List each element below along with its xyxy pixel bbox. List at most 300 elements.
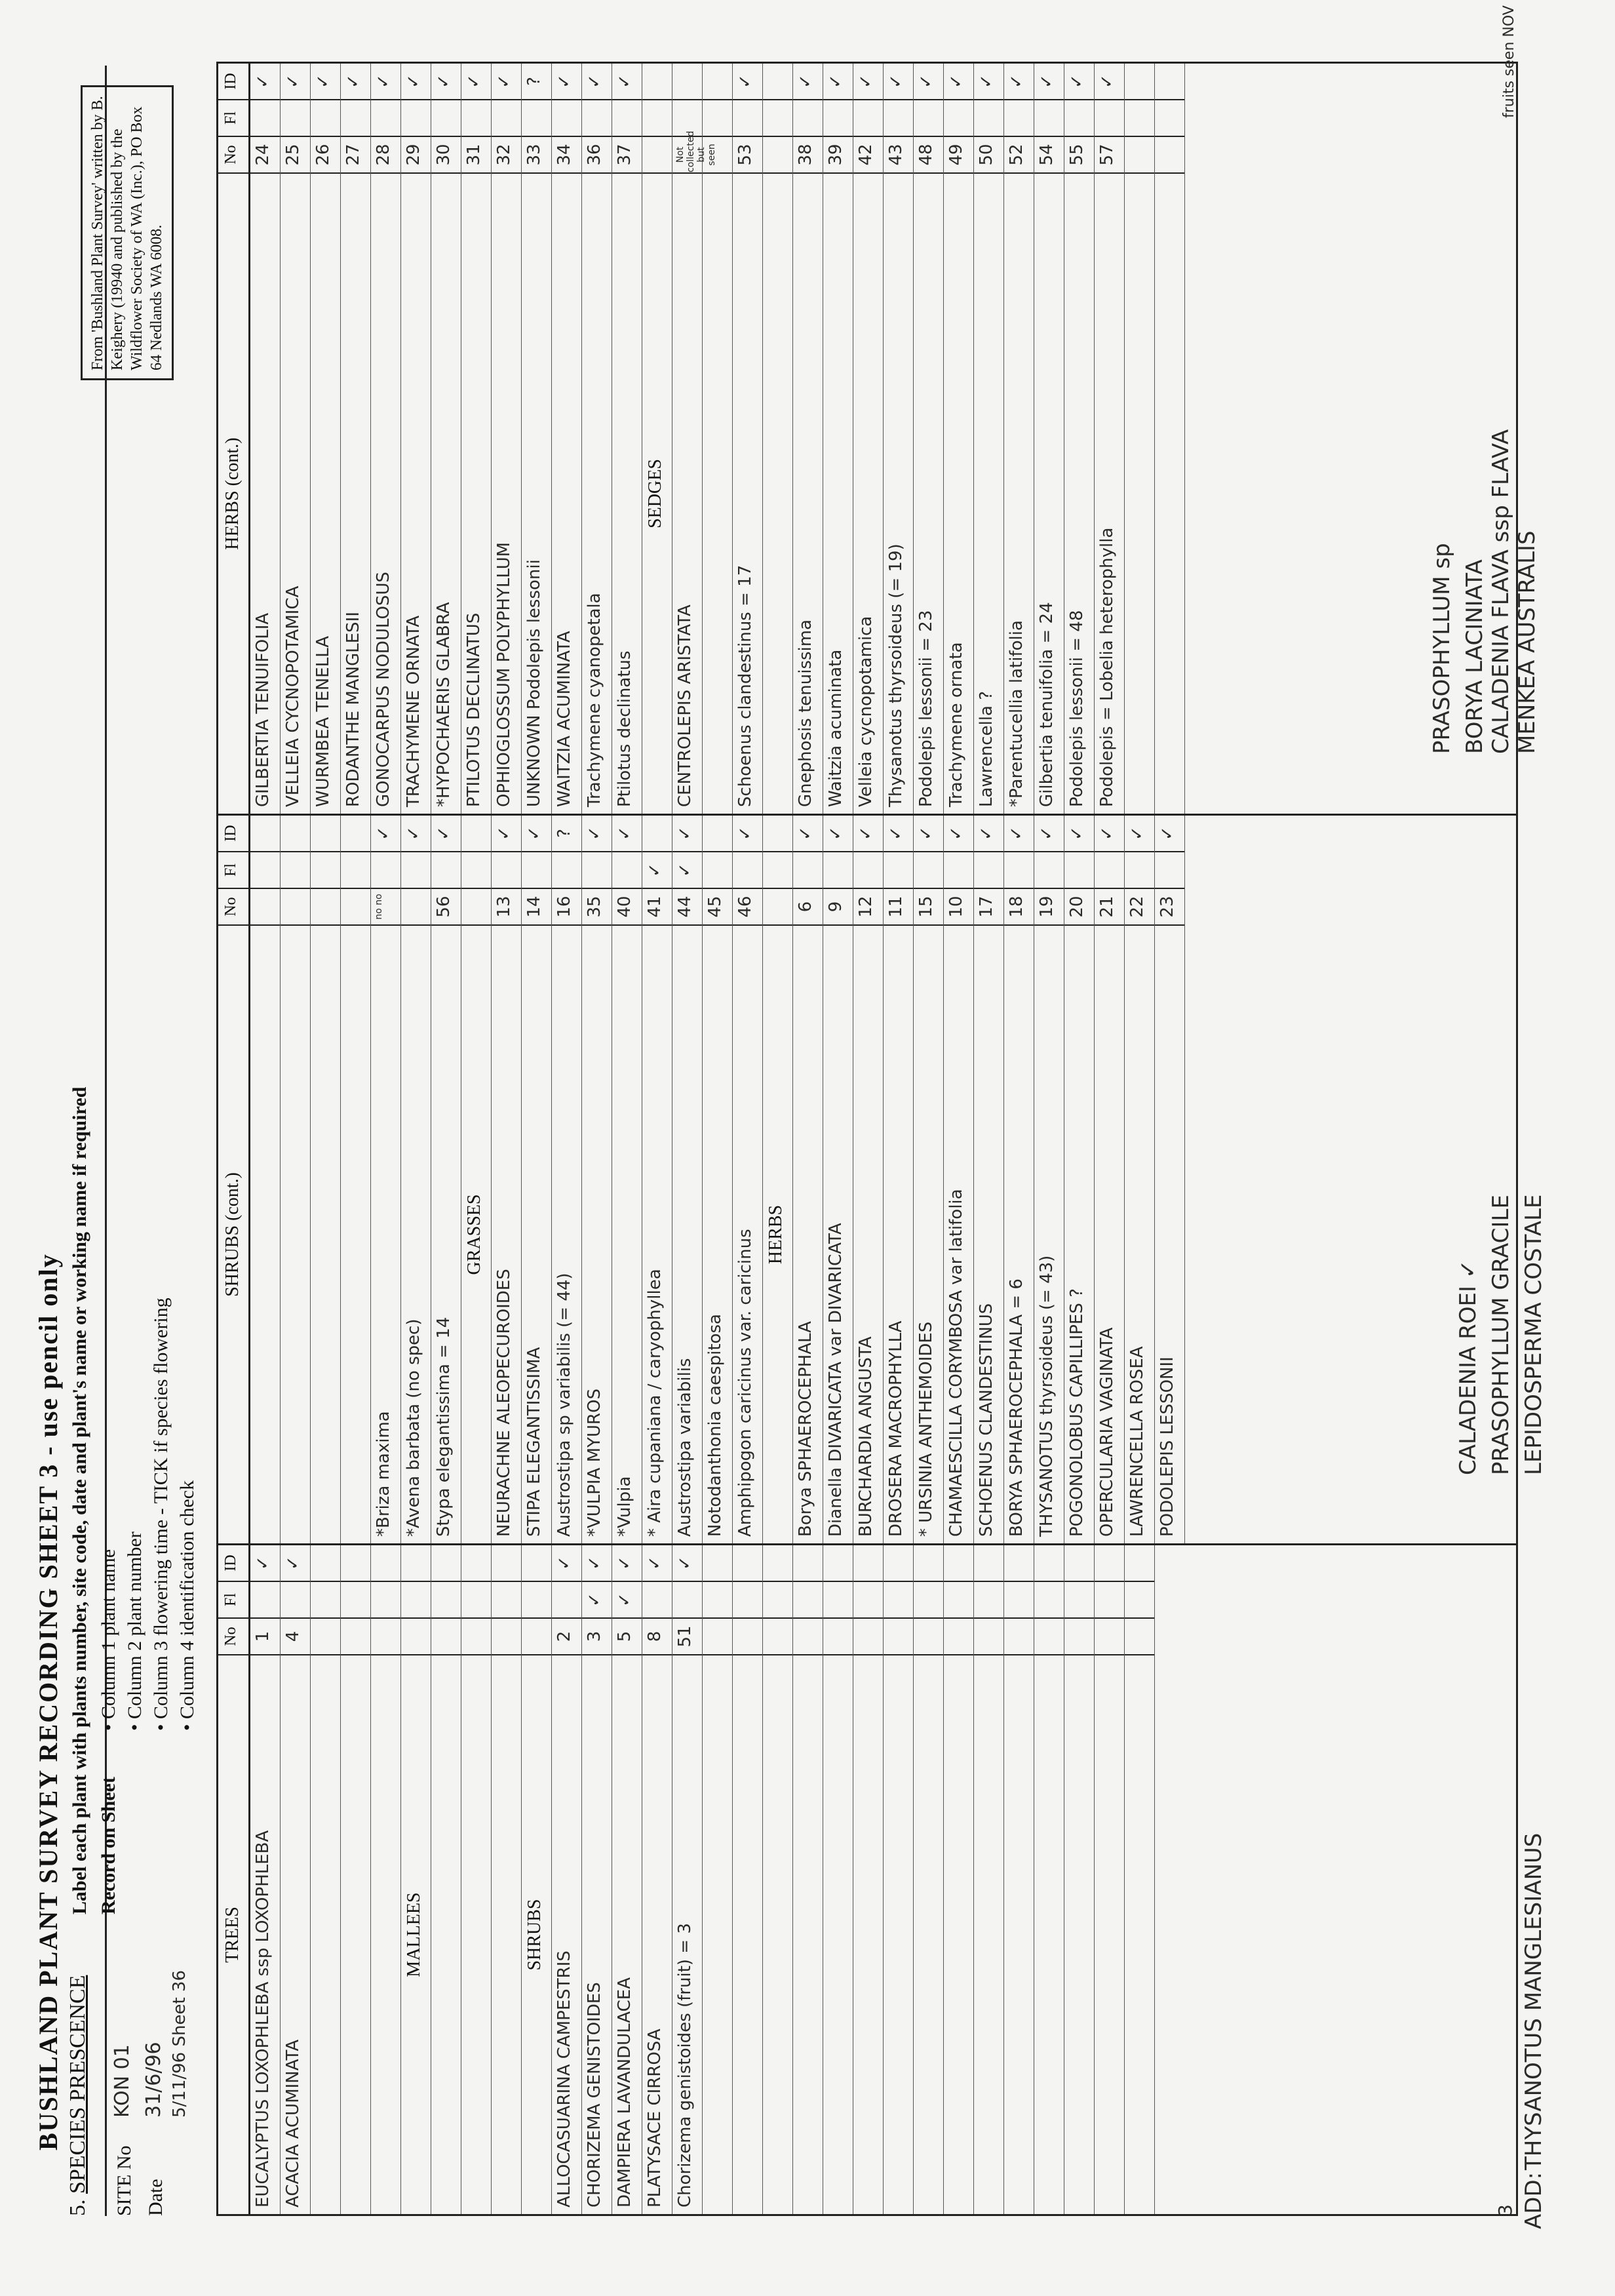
species-fl-cell[interactable] [341, 1581, 370, 1617]
species-id-cell[interactable]: ✓ [524, 826, 544, 841]
species-no-cell[interactable]: 23 [1155, 888, 1184, 924]
species-no-cell[interactable]: 57 [1095, 136, 1124, 172]
species-id-cell[interactable]: ✓ [615, 1556, 634, 1570]
species-name[interactable]: *Parentucellia latifolia [1004, 172, 1034, 814]
species-fl-cell[interactable] [250, 851, 280, 888]
species-id-cell[interactable]: ✓ [1067, 74, 1087, 89]
species-id-cell[interactable]: ✓ [1097, 74, 1117, 89]
species-id-cell[interactable] [853, 1545, 883, 1581]
species-no-cell[interactable]: 6 [793, 888, 823, 924]
species-fl-cell[interactable] [371, 851, 400, 888]
species-id-cell[interactable]: ✓ [1007, 74, 1026, 89]
species-name[interactable]: POGONOLOBUS CAPILLIPES ? [1064, 924, 1094, 1543]
species-no-cell[interactable] [401, 888, 431, 924]
species-name[interactable]: PLATYSACE CIRROSA [642, 1654, 672, 2214]
species-id-cell[interactable]: ✓ [615, 74, 634, 89]
species-id-cell[interactable]: ✓ [494, 826, 514, 841]
species-fl-cell[interactable] [492, 851, 521, 888]
species-id-cell[interactable]: ✓ [796, 826, 815, 841]
species-no-cell[interactable]: 45 [703, 888, 732, 924]
species-fl-cell[interactable] [793, 851, 823, 888]
species-fl-cell[interactable] [431, 99, 461, 136]
species-id-cell[interactable] [341, 1545, 370, 1581]
species-no-cell[interactable]: 53 [733, 136, 762, 172]
species-fl-cell[interactable] [823, 851, 853, 888]
species-id-cell[interactable]: ✓ [826, 74, 846, 89]
species-id-cell[interactable] [461, 1545, 491, 1581]
species-no-cell[interactable]: 55 [1064, 136, 1094, 172]
species-name[interactable]: Gnephosis tenuissima [793, 172, 823, 814]
species-name[interactable] [281, 924, 310, 1543]
species-fl-cell[interactable] [582, 851, 612, 888]
species-no-cell[interactable] [853, 1617, 883, 1654]
species-no-cell[interactable] [1095, 1617, 1124, 1654]
species-name[interactable] [944, 1654, 973, 2214]
species-no-cell[interactable]: 20 [1064, 888, 1094, 924]
species-fl-cell[interactable] [823, 99, 853, 136]
species-id-cell[interactable]: ✓ [886, 74, 906, 89]
species-name[interactable]: Borya SPHAEROCEPHALA [793, 924, 823, 1543]
species-id-cell[interactable] [461, 816, 491, 851]
species-id-cell[interactable] [763, 64, 792, 99]
species-fl-cell[interactable] [1034, 99, 1064, 136]
species-fl-cell[interactable] [492, 1581, 521, 1617]
species-no-cell[interactable] [522, 1617, 551, 1654]
species-fl-cell[interactable] [371, 99, 400, 136]
species-fl-cell[interactable] [974, 851, 1003, 888]
species-name[interactable]: RODANTHE MANGLESII [341, 172, 370, 814]
species-fl-cell[interactable] [1064, 851, 1094, 888]
species-no-cell[interactable]: 32 [492, 136, 521, 172]
species-no-cell[interactable] [763, 136, 792, 172]
species-id-cell[interactable]: ✓ [735, 826, 755, 841]
species-no-cell[interactable] [311, 888, 340, 924]
species-id-cell[interactable] [1095, 1545, 1124, 1581]
species-id-cell[interactable]: ✓ [675, 1556, 695, 1570]
species-fl-cell[interactable] [492, 99, 521, 136]
species-fl-cell[interactable] [853, 99, 883, 136]
species-name[interactable]: PODOLEPIS LESSONII [1155, 924, 1184, 1543]
species-fl-cell[interactable] [552, 1581, 581, 1617]
species-fl-cell[interactable] [642, 1581, 672, 1617]
date-value-2[interactable]: 5/11/96 Sheet 36 [170, 1969, 189, 2118]
species-no-cell[interactable]: 4 [281, 1617, 310, 1654]
species-name[interactable] [1125, 1654, 1154, 2214]
species-id-cell[interactable] [703, 816, 732, 851]
species-id-cell[interactable] [341, 816, 370, 851]
species-no-cell[interactable]: 29 [401, 136, 431, 172]
species-no-cell[interactable] [914, 1617, 943, 1654]
species-name[interactable] [1155, 172, 1184, 814]
species-fl-cell[interactable] [401, 99, 431, 136]
species-fl-cell[interactable] [1155, 99, 1184, 136]
species-name[interactable]: * URSINIA ANTHEMOIDES [914, 924, 943, 1543]
species-no-cell[interactable]: 28 [371, 136, 400, 172]
species-no-cell[interactable]: no no [371, 888, 400, 924]
species-name[interactable]: DAMPIERA LAVANDULACEA [612, 1654, 642, 2214]
species-fl-cell[interactable] [733, 1581, 762, 1617]
species-name[interactable] [1034, 1654, 1064, 2214]
species-name[interactable]: LAWRENCELLA ROSEA [1125, 924, 1154, 1543]
species-id-cell[interactable]: ✓ [464, 74, 484, 89]
species-fl-cell[interactable]: ✓ [612, 1581, 642, 1617]
species-id-cell[interactable]: ✓ [1037, 74, 1057, 89]
species-id-cell[interactable]: ✓ [886, 826, 906, 841]
species-id-cell[interactable]: ✓ [856, 826, 876, 841]
species-no-cell[interactable]: 37 [612, 136, 642, 172]
species-no-cell[interactable]: 38 [793, 136, 823, 172]
species-name[interactable]: TRACHYMENE ORNATA [401, 172, 431, 814]
species-no-cell[interactable] [461, 888, 491, 924]
species-fl-cell[interactable]: ✓ [672, 851, 702, 888]
species-name[interactable]: OPHIOGLOSSUM POLYPHYLLUM [492, 172, 521, 814]
species-name[interactable]: Waitzia acuminata [823, 172, 853, 814]
species-no-cell[interactable]: 11 [884, 888, 913, 924]
species-fl-cell[interactable] [672, 99, 702, 136]
species-id-cell[interactable]: ✓ [1067, 826, 1087, 841]
species-no-cell[interactable]: 8 [642, 1617, 672, 1654]
species-fl-cell[interactable] [281, 1581, 310, 1617]
species-id-cell[interactable]: ✓ [434, 826, 454, 841]
species-id-cell[interactable]: ✓ [374, 74, 393, 89]
species-name[interactable]: Podolepis lessonii = 23 [914, 172, 943, 814]
species-id-cell[interactable] [492, 1545, 521, 1581]
species-no-cell[interactable] [703, 1617, 732, 1654]
species-fl-cell[interactable] [371, 1581, 400, 1617]
species-name[interactable]: Austrostipa variabilis [672, 924, 702, 1543]
species-fl-cell[interactable] [642, 99, 672, 136]
species-no-cell[interactable]: 14 [522, 888, 551, 924]
species-no-cell[interactable] [823, 1617, 853, 1654]
species-fl-cell[interactable] [1125, 99, 1154, 136]
species-fl-cell[interactable] [733, 99, 762, 136]
species-name[interactable]: *VULPIA MYUROS [582, 924, 612, 1543]
species-no-cell[interactable] [642, 136, 672, 172]
species-no-cell[interactable] [763, 888, 792, 924]
species-no-cell[interactable]: 3 [582, 1617, 612, 1654]
species-no-cell[interactable]: 40 [612, 888, 642, 924]
species-name[interactable]: WAITZIA ACUMINATA [552, 172, 581, 814]
species-id-cell[interactable]: ✓ [253, 74, 273, 89]
species-no-cell[interactable]: 17 [974, 888, 1003, 924]
species-fl-cell[interactable] [974, 99, 1003, 136]
species-no-cell[interactable]: 27 [341, 136, 370, 172]
species-fl-cell[interactable] [311, 1581, 340, 1617]
species-no-cell[interactable]: 56 [431, 888, 461, 924]
species-fl-cell[interactable] [461, 1581, 491, 1617]
species-no-cell[interactable]: 31 [461, 136, 491, 172]
species-no-cell[interactable] [733, 1617, 762, 1654]
species-name[interactable]: *Avena barbata (no spec) [401, 924, 431, 1543]
species-fl-cell[interactable] [401, 1581, 431, 1617]
species-id-cell[interactable] [1125, 64, 1154, 99]
species-id-cell[interactable] [733, 1545, 762, 1581]
species-id-cell[interactable]: ✓ [1127, 826, 1147, 841]
species-no-cell[interactable]: 34 [552, 136, 581, 172]
species-name[interactable]: * Aira cupaniana / caryophyllea [642, 924, 672, 1543]
species-id-cell[interactable]: ✓ [313, 74, 333, 89]
species-fl-cell[interactable] [703, 851, 732, 888]
species-fl-cell[interactable] [914, 99, 943, 136]
species-fl-cell[interactable] [884, 99, 913, 136]
species-no-cell[interactable]: 5 [612, 1617, 642, 1654]
species-no-cell[interactable] [401, 1617, 431, 1654]
species-name[interactable]: Podolepis = Lobelia heterophylla [1095, 172, 1124, 814]
species-no-cell[interactable]: 26 [311, 136, 340, 172]
species-no-cell[interactable] [763, 1617, 792, 1654]
species-name[interactable]: *Briza maxima [371, 924, 400, 1543]
species-fl-cell[interactable] [612, 851, 642, 888]
species-no-cell[interactable] [1125, 1617, 1154, 1654]
species-id-cell[interactable] [642, 64, 672, 99]
species-fl-cell[interactable] [763, 1581, 792, 1617]
species-fl-cell[interactable] [250, 99, 280, 136]
species-name[interactable]: Notodanthonia caespitosa [703, 924, 732, 1543]
species-name[interactable]: UNKNOWN Podolepis lessonii [522, 172, 551, 814]
species-fl-cell[interactable] [431, 851, 461, 888]
species-id-cell[interactable] [431, 1545, 461, 1581]
species-id-cell[interactable]: ✓ [585, 74, 604, 89]
species-name[interactable]: ACACIA ACUMINATA [281, 1654, 310, 2214]
species-name[interactable]: SCHOENUS CLANDESTINUS [974, 924, 1003, 1543]
species-id-cell[interactable]: ✓ [977, 74, 996, 89]
species-name[interactable] [1004, 1654, 1034, 2214]
species-name[interactable]: *HYPOCHAERIS GLABRA [431, 172, 461, 814]
species-fl-cell[interactable]: ✓ [582, 1581, 612, 1617]
species-id-cell[interactable] [522, 1545, 551, 1581]
species-fl-cell[interactable] [311, 99, 340, 136]
species-no-cell[interactable]: 44 [672, 888, 702, 924]
species-fl-cell[interactable] [341, 99, 370, 136]
species-fl-cell[interactable] [1125, 851, 1154, 888]
species-fl-cell[interactable] [522, 99, 551, 136]
species-id-cell[interactable]: ✓ [585, 1556, 604, 1570]
species-no-cell[interactable] [250, 888, 280, 924]
species-name[interactable]: Trachymene cyanopetala [582, 172, 612, 814]
species-fl-cell[interactable] [1034, 851, 1064, 888]
species-name[interactable]: EUCALYPTUS LOXOPHLEBA ssp LOXOPHLEBA [250, 1654, 280, 2214]
species-no-cell[interactable]: 43 [884, 136, 913, 172]
species-fl-cell[interactable] [341, 851, 370, 888]
species-id-cell[interactable]: ✓ [796, 74, 815, 89]
species-no-cell[interactable]: 36 [582, 136, 612, 172]
species-fl-cell[interactable] [1125, 1581, 1154, 1617]
species-name[interactable]: *Vulpia [612, 924, 642, 1543]
species-id-cell[interactable] [311, 816, 340, 851]
species-no-cell[interactable] [974, 1617, 1003, 1654]
species-no-cell[interactable]: 15 [914, 888, 943, 924]
species-fl-cell[interactable] [461, 99, 491, 136]
species-fl-cell[interactable] [1095, 1581, 1124, 1617]
species-fl-cell[interactable] [884, 851, 913, 888]
species-fl-cell[interactable] [401, 851, 431, 888]
species-no-cell[interactable]: 50 [974, 136, 1003, 172]
species-id-cell[interactable]: ✓ [916, 826, 936, 841]
species-fl-cell[interactable] [763, 851, 792, 888]
species-no-cell[interactable] [1034, 1617, 1064, 1654]
species-name[interactable]: STIPA ELEGANTISSIMA [522, 924, 551, 1543]
species-name[interactable] [1064, 1654, 1094, 2214]
species-fl-cell[interactable] [552, 99, 581, 136]
species-name[interactable]: BORYA SPHAEROCEPHALA = 6 [1004, 924, 1034, 1543]
species-id-cell[interactable]: ✓ [283, 1556, 303, 1570]
species-no-cell[interactable] [281, 888, 310, 924]
species-id-cell[interactable]: ✓ [253, 1556, 273, 1570]
species-name[interactable]: Schoenus clandestinus = 17 [733, 172, 762, 814]
species-id-cell[interactable]: ✓ [494, 74, 514, 89]
species-id-cell[interactable] [884, 1545, 913, 1581]
species-id-cell[interactable]: ✓ [434, 74, 454, 89]
species-name[interactable] [371, 1654, 400, 2214]
species-name[interactable] [974, 1654, 1003, 2214]
species-fl-cell[interactable] [944, 1581, 973, 1617]
species-id-cell[interactable]: ✓ [977, 826, 996, 841]
species-id-cell[interactable]: ✓ [856, 74, 876, 89]
species-id-cell[interactable] [672, 64, 702, 99]
species-fl-cell[interactable] [461, 851, 491, 888]
species-no-cell[interactable]: 9 [823, 888, 853, 924]
species-no-cell[interactable]: 19 [1034, 888, 1064, 924]
species-no-cell[interactable]: 39 [823, 136, 853, 172]
species-no-cell[interactable] [492, 1617, 521, 1654]
species-id-cell[interactable]: ✓ [645, 1556, 665, 1570]
species-id-cell[interactable]: ✓ [555, 1556, 574, 1570]
species-id-cell[interactable] [311, 1545, 340, 1581]
species-fl-cell[interactable] [914, 851, 943, 888]
species-fl-cell[interactable] [1004, 851, 1034, 888]
species-no-cell[interactable] [341, 888, 370, 924]
species-fl-cell[interactable] [793, 1581, 823, 1617]
species-no-cell[interactable] [431, 1617, 461, 1654]
species-no-cell[interactable] [341, 1617, 370, 1654]
species-fl-cell[interactable] [853, 1581, 883, 1617]
species-fl-cell[interactable]: ✓ [642, 851, 672, 888]
species-name[interactable]: Dianella DIVARICATA var DIVARICATA [823, 924, 853, 1543]
species-name[interactable]: BURCHARDIA ANGUSTA [853, 924, 883, 1543]
species-name[interactable] [884, 1654, 913, 2214]
species-no-cell[interactable] [461, 1617, 491, 1654]
species-name[interactable] [341, 924, 370, 1543]
species-name[interactable]: Lawrencella ? [974, 172, 1003, 814]
species-no-cell[interactable] [311, 1617, 340, 1654]
species-no-cell[interactable]: 1 [250, 1617, 280, 1654]
species-id-cell[interactable] [1034, 1545, 1064, 1581]
species-no-cell[interactable]: 16 [552, 888, 581, 924]
species-name[interactable]: GONOCARPUS NODULOSUS [371, 172, 400, 814]
species-id-cell[interactable] [974, 1545, 1003, 1581]
species-no-cell[interactable] [1155, 136, 1184, 172]
species-name[interactable]: CHORIZEMA GENISTOIDES [582, 1654, 612, 2214]
species-id-cell[interactable]: ✓ [404, 74, 423, 89]
species-no-cell[interactable]: 42 [853, 136, 883, 172]
species-fl-cell[interactable] [884, 1581, 913, 1617]
species-no-cell[interactable] [703, 136, 732, 172]
species-fl-cell[interactable] [974, 1581, 1003, 1617]
species-no-cell[interactable]: Not collected but seen [672, 136, 702, 172]
species-no-cell[interactable] [944, 1617, 973, 1654]
species-id-cell[interactable] [1125, 1545, 1154, 1581]
species-no-cell[interactable]: 33 [522, 136, 551, 172]
species-id-cell[interactable] [371, 1545, 400, 1581]
species-id-cell[interactable] [642, 816, 672, 851]
date-value-1[interactable]: 31/6/96 [142, 2042, 165, 2118]
species-id-cell[interactable]: ✓ [916, 74, 936, 89]
species-id-cell[interactable] [1004, 1545, 1034, 1581]
species-id-cell[interactable] [763, 816, 792, 851]
species-name[interactable] [492, 1654, 521, 2214]
species-id-cell[interactable]: ✓ [1158, 826, 1177, 841]
species-no-cell[interactable]: 22 [1125, 888, 1154, 924]
species-id-cell[interactable]: ✓ [1097, 826, 1117, 841]
species-no-cell[interactable]: 12 [853, 888, 883, 924]
species-name[interactable] [853, 1654, 883, 2214]
species-id-cell[interactable] [703, 1545, 732, 1581]
species-name[interactable]: Amphipogon caricinus var. caricinus [733, 924, 762, 1543]
species-id-cell[interactable]: ✓ [615, 826, 634, 841]
species-fl-cell[interactable] [1155, 851, 1184, 888]
species-name[interactable]: GILBERTIA TENUIFOLIA [250, 172, 280, 814]
species-name[interactable] [431, 1654, 461, 2214]
species-fl-cell[interactable] [582, 99, 612, 136]
species-no-cell[interactable]: 49 [944, 136, 973, 172]
species-no-cell[interactable]: 2 [552, 1617, 581, 1654]
species-fl-cell[interactable] [763, 99, 792, 136]
species-name[interactable] [793, 1654, 823, 2214]
species-fl-cell[interactable] [1004, 99, 1034, 136]
species-no-cell[interactable]: 51 [672, 1617, 702, 1654]
species-name[interactable] [311, 1654, 340, 2214]
species-fl-cell[interactable] [311, 851, 340, 888]
species-fl-cell[interactable] [250, 1581, 280, 1617]
species-fl-cell[interactable] [612, 99, 642, 136]
species-id-cell[interactable]: ✓ [585, 826, 604, 841]
species-id-cell[interactable] [401, 1545, 431, 1581]
species-id-cell[interactable] [944, 1545, 973, 1581]
species-fl-cell[interactable] [853, 851, 883, 888]
species-fl-cell[interactable] [944, 851, 973, 888]
species-id-cell[interactable]: ✓ [374, 826, 393, 841]
species-id-cell[interactable] [250, 816, 280, 851]
species-name[interactable]: Gilbertia tenuifolia = 24 [1034, 172, 1064, 814]
species-name[interactable]: NEURACHNE ALEOPECUROIDES [492, 924, 521, 1543]
species-name[interactable] [763, 172, 792, 814]
species-fl-cell[interactable] [1064, 1581, 1094, 1617]
species-name[interactable] [703, 1654, 732, 2214]
species-id-cell[interactable]: ? [524, 77, 544, 86]
species-name[interactable] [1125, 172, 1154, 814]
species-fl-cell[interactable] [823, 1581, 853, 1617]
species-no-cell[interactable]: 24 [250, 136, 280, 172]
species-fl-cell[interactable] [1095, 99, 1124, 136]
species-name[interactable]: Ptilotus declinatus [612, 172, 642, 814]
species-id-cell[interactable]: ✓ [735, 74, 755, 89]
species-id-cell[interactable]: ✓ [1037, 826, 1057, 841]
species-id-cell[interactable]: ✓ [283, 74, 303, 89]
species-name[interactable]: WURMBEA TENELLA [311, 172, 340, 814]
species-name[interactable]: Stypa elegantissima = 14 [431, 924, 461, 1543]
species-no-cell[interactable]: 13 [492, 888, 521, 924]
species-id-cell[interactable] [1155, 64, 1184, 99]
species-no-cell[interactable] [884, 1617, 913, 1654]
species-name[interactable]: Austrostipa sp variabilis (= 44) [552, 924, 581, 1543]
species-no-cell[interactable]: 52 [1004, 136, 1034, 172]
species-id-cell[interactable] [703, 64, 732, 99]
species-fl-cell[interactable] [703, 99, 732, 136]
species-fl-cell[interactable] [431, 1581, 461, 1617]
species-no-cell[interactable] [1064, 1617, 1094, 1654]
species-name[interactable] [341, 1654, 370, 2214]
species-id-cell[interactable]: ✓ [1007, 826, 1026, 841]
